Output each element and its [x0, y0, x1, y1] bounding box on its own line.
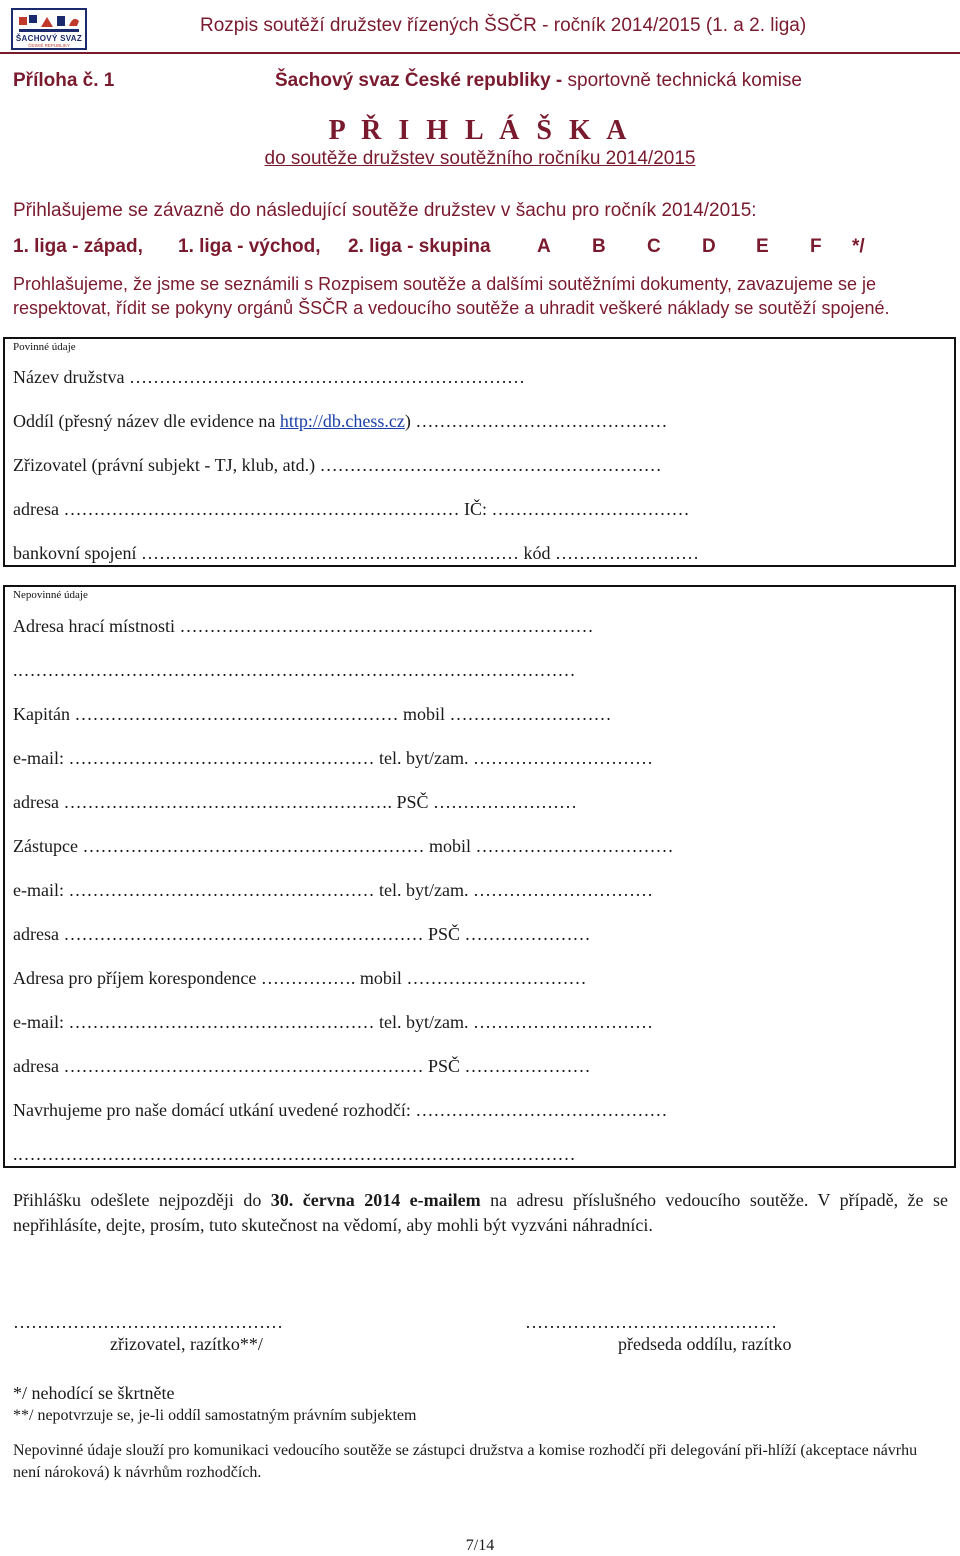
venue-label: Adresa hrací místnosti: [13, 616, 175, 636]
captain-label: Kapitán: [13, 704, 70, 724]
captain-address-row[interactable]: [13, 792, 577, 813]
correspondence-field[interactable]: …………….: [260, 968, 356, 988]
deadline-part-2: na adresu příslušného vedoucího soutěže. V případě, že se nepřihlásíte, dejte, prosím, tuto skutečnost na vědomí, aby mohli být vyzváni náhradníci.: [13, 1190, 948, 1235]
form-subtitle: do soutěže družstev soutěžního ročníku 2014/2015: [264, 148, 696, 169]
club-row[interactable]: [13, 411, 667, 432]
footnote-legal-entity: **/ nepotvrzuje se, je-li oddíl samostatným právním subjektem: [13, 1407, 417, 1424]
founder-signature-line[interactable]: ………………………………………: [13, 1312, 283, 1332]
header-divider: [0, 52, 960, 54]
ic-field[interactable]: ……………………………: [491, 499, 690, 519]
venue-field-2[interactable]: .…………………………………………………………………………………: [13, 660, 576, 680]
correspondence-email-field[interactable]: ……………………………………………: [68, 1012, 375, 1032]
logo-emblem-icon: [17, 13, 81, 35]
chess-federation-logo: [11, 8, 87, 50]
captain-email-label: e-mail:: [13, 748, 64, 768]
bank-label: bankovní spojení: [13, 543, 137, 563]
organization-line: [275, 70, 802, 92]
team-name-field[interactable]: …………………………………………………………: [128, 367, 525, 387]
deadline-date: 30. června 2014 e-mailem: [270, 1190, 481, 1210]
league-group-f[interactable]: F: [810, 236, 822, 257]
chairman-signature-line[interactable]: ……………………………………: [525, 1312, 777, 1332]
correspondence-address-row[interactable]: [13, 1056, 591, 1077]
captain-address-label: adresa: [13, 792, 59, 812]
correspondence-mobile-label: mobil: [359, 968, 402, 988]
league-group-e[interactable]: E: [756, 236, 769, 257]
correspondence-label: Adresa pro příjem korespondence: [13, 968, 257, 988]
captain-email-field[interactable]: ……………………………………………: [68, 748, 375, 768]
optional-section-label: Nepovinné údaje: [13, 589, 88, 601]
founder-row[interactable]: [13, 455, 662, 476]
founder-field[interactable]: …………………………………………………: [319, 455, 662, 475]
deadline-text: [13, 1188, 948, 1238]
header-title: Rozpis soutěží družstev řízených ŠSČR - ročník 2014/2015 (1. a 2. liga): [200, 15, 807, 36]
appendix-label: Příloha č. 1: [13, 70, 115, 91]
league-option-1-east[interactable]: 1. liga - východ,: [178, 236, 321, 257]
referee-row[interactable]: [13, 1100, 667, 1121]
correspondence-psc-field[interactable]: …………………: [464, 1056, 591, 1076]
club-registry-link[interactable]: http://db.chess.cz: [279, 411, 405, 431]
league-option-2-group[interactable]: 2. liga - skupina: [348, 236, 491, 257]
captain-address-field[interactable]: ……………………………………………….: [63, 792, 392, 812]
founder-label: Zřizovatel (právní subjekt - TJ, klub, atd.): [13, 455, 316, 475]
correspondence-email-label: e-mail:: [13, 1012, 64, 1032]
captain-phone-label: tel. byt/zam.: [378, 748, 469, 768]
deputy-address-label: adresa: [13, 924, 59, 944]
form-title: P Ř I H L Á Š K A: [328, 115, 632, 146]
chairman-signature-label: předseda oddílu, razítko: [618, 1334, 792, 1354]
correspondence-phone-label: tel. byt/zam.: [378, 1012, 469, 1032]
league-option-1-west[interactable]: 1. liga - západ,: [13, 236, 143, 257]
team-name-label: Název družstva: [13, 367, 125, 387]
ic-label: IČ:: [463, 499, 487, 519]
deputy-address-field[interactable]: ……………………………………………………: [63, 924, 424, 944]
organization-name: Šachový svaz České republiky -: [275, 70, 563, 91]
intro-text: Přihlašujeme se závazně do následující soutěže družstev v šachu pro ročník 2014/2015:: [13, 200, 757, 221]
league-group-b[interactable]: B: [592, 236, 606, 257]
bank-row[interactable]: [13, 543, 699, 564]
bank-field[interactable]: ………………………………………………………: [141, 543, 519, 563]
correspondence-row[interactable]: [13, 968, 586, 989]
logo-subtext: ČESKÉ REPUBLIKY: [28, 43, 70, 48]
referee-label: Navrhujeme pro naše domácí utkání uvedené rozhodčí:: [13, 1100, 411, 1120]
deputy-address-row[interactable]: [13, 924, 591, 945]
deputy-phone-label: tel. byt/zam.: [378, 880, 469, 900]
deputy-psc-label: PSČ: [427, 924, 460, 944]
page-number: 7/14: [465, 1537, 495, 1554]
team-name-row[interactable]: [13, 367, 525, 388]
referee-field-2[interactable]: .…………………………………………………………………………………: [13, 1144, 576, 1164]
venue-row[interactable]: [13, 616, 593, 637]
deputy-row[interactable]: [13, 836, 673, 857]
logo-text: ŠACHOVÝ SVAZ: [15, 34, 83, 43]
address-field[interactable]: …………………………………………………………: [63, 499, 460, 519]
league-group-a[interactable]: A: [537, 236, 551, 257]
deputy-psc-field[interactable]: …………………: [464, 924, 591, 944]
deputy-mobile-label: mobil: [428, 836, 471, 856]
deputy-label: Zástupce: [13, 836, 78, 856]
founder-signature-label: zřizovatel, razítko**/: [110, 1334, 263, 1354]
club-field[interactable]: ……………………………………: [415, 411, 668, 431]
footnote-strike: */ nehodící se škrtněte: [13, 1383, 175, 1403]
address-label: adresa: [13, 499, 59, 519]
code-field[interactable]: ……………………: [555, 543, 699, 563]
deadline-part-1: Přihlášku odešlete nejpozději do: [13, 1190, 271, 1210]
referee-row-2[interactable]: [13, 1144, 576, 1165]
captain-email-row[interactable]: [13, 748, 653, 769]
captain-mobile-field[interactable]: ………………………: [449, 704, 612, 724]
deputy-mobile-field[interactable]: ……………………………: [475, 836, 674, 856]
mandatory-section-label: Povinné údaje: [13, 341, 76, 353]
correspondence-mobile-field[interactable]: …………………………: [406, 968, 587, 988]
referee-field[interactable]: ……………………………………: [415, 1100, 668, 1120]
venue-row-2[interactable]: [13, 660, 576, 681]
club-label: Oddíl (přesný název dle evidence na: [13, 411, 280, 431]
address-row[interactable]: [13, 499, 689, 520]
correspondence-psc-label: PSČ: [427, 1056, 460, 1076]
correspondence-phone-field[interactable]: …………………………: [472, 1012, 653, 1032]
captain-mobile-label: mobil: [402, 704, 445, 724]
captain-field[interactable]: ………………………………………………: [74, 704, 399, 724]
league-group-d[interactable]: D: [702, 236, 716, 257]
league-group-c[interactable]: C: [647, 236, 661, 257]
deputy-email-row[interactable]: [13, 880, 653, 901]
code-label: kód: [523, 543, 551, 563]
captain-psc-label: PSČ: [396, 792, 429, 812]
deputy-phone-field[interactable]: …………………………: [472, 880, 653, 900]
optional-data-note: Nepovinné údaje slouží pro komunikaci vedoucího soutěže se zástupci družstva a komise rozhodčí při delegování při-hlíží (akceptace návrhu není nároková) k návrhům rozhodčích.: [13, 1442, 918, 1481]
captain-phone-field[interactable]: …………………………: [472, 748, 653, 768]
correspondence-address-label: adresa: [13, 1056, 59, 1076]
organization-committee: sportovně technická komise: [562, 70, 802, 91]
captain-psc-field[interactable]: ……………………: [433, 792, 577, 812]
deputy-email-field[interactable]: ……………………………………………: [68, 880, 375, 900]
venue-field[interactable]: ……………………………………………………………: [179, 616, 594, 636]
captain-row[interactable]: [13, 704, 612, 725]
declaration-text: Prohlašujeme, že jsme se seznámili s Rozpisem soutěže a dalšími soutěžními dokumenty, zavazujeme se je respektovat, řídit se pokyny orgánů ŠSČR a vedoucího soutěže a uhradit veškeré náklady se soutěží spojené.: [13, 274, 890, 318]
deputy-field[interactable]: …………………………………………………: [82, 836, 425, 856]
deputy-email-label: e-mail:: [13, 880, 64, 900]
correspondence-email-row[interactable]: [13, 1012, 653, 1033]
league-footnote-mark: */: [852, 236, 865, 257]
correspondence-address-field[interactable]: ……………………………………………………: [63, 1056, 424, 1076]
club-label-suffix: ): [404, 411, 411, 431]
